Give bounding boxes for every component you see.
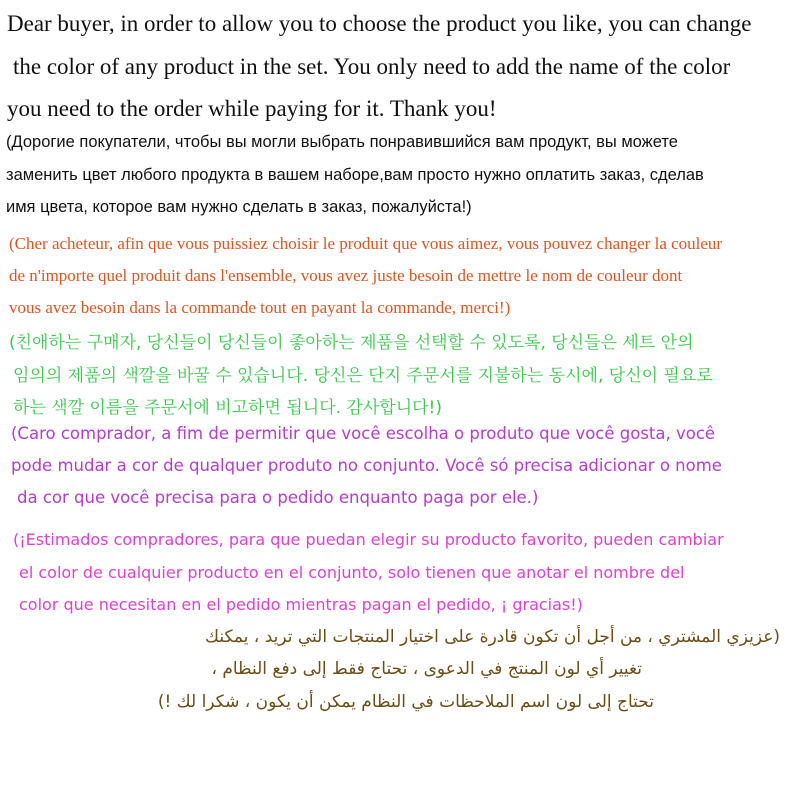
russian-line-2: заменить цвет любого продукта в вашем наборе,вам просто нужно оплатить заказ, сделав bbox=[6, 166, 704, 184]
portuguese-line-2: pode mudar a cor de qualquer produto no conjunto. Você só precisa adicionar o nome bbox=[11, 456, 722, 475]
spanish-line-2: el color de cualquier producto en el conjunto, solo tienen que anotar el nombre del bbox=[19, 563, 685, 582]
french-line-3: vous avez besoin dans la commande tout en payant la commande, merci!) bbox=[9, 298, 511, 317]
english-line-3: you need to the order while paying for it. Thank you! bbox=[7, 96, 497, 121]
english-line-2: the color of any product in the set. You only need to add the name of the color bbox=[13, 54, 731, 79]
arabic-line-3: تحتاج إلى لون اسم الملاحظات في النظام يمكن أن يكون ، شكرا لك !) bbox=[157, 692, 654, 712]
portuguese-line-3: da cor que você precisa para o pedido enquanto paga por ele.) bbox=[17, 488, 539, 507]
french-line-2: de n'importe quel produit dans l'ensemble, vous avez juste besoin de mettre le nom de couleur dont bbox=[9, 266, 683, 285]
portuguese-line-1: (Caro comprador, a fim de permitir que você escolha o produto que você gosta, você bbox=[11, 424, 716, 443]
arabic-line-1: (عزيزي المشتري ، من أجل أن تكون قادرة على اختيار المنتجات التي تريد ، يمكنك bbox=[205, 627, 780, 647]
korean-line-1: (친애하는 구매자, 당신들이 당신들이 좋아하는 제품을 선택할 수 있도록, 당신들은 세트 안의 bbox=[9, 333, 694, 353]
russian-line-1: (Дорогие покупатели, чтобы вы могли выбрать понравившийся вам продукт, вы можете bbox=[6, 133, 678, 151]
english-line-1: Dear buyer, in order to allow you to choose the product you like, you can change bbox=[7, 11, 752, 36]
russian-line-3: имя цвета, которое вам нужно сделать в заказ, пожалуйста!) bbox=[6, 198, 472, 216]
korean-line-2: 임의의 제품의 색깔을 바꿀 수 있습니다. 당신은 단지 주문서를 지불하는 동시에, 당신이 필요로 bbox=[13, 366, 713, 386]
spanish-line-3: color que necesitan en el pedido mientras pagan el pedido, ¡ gracias!) bbox=[19, 595, 583, 614]
korean-line-3: 하는 색깔 이름을 주문서에 비고하면 됩니다. 감사합니다!) bbox=[13, 398, 442, 418]
spanish-line-1: (¡Estimados compradores, para que puedan elegir su producto favorito, pueden cambiar bbox=[13, 530, 724, 549]
french-line-1: (Cher acheteur, afin que vous puissiez choisir le produit que vous aimez, vous pouvez changer la couleur bbox=[9, 234, 723, 253]
arabic-line-2: تغيير أي لون المنتج في الدعوى ، تحتاج فقط إلى دفع النظام ، bbox=[211, 659, 642, 679]
